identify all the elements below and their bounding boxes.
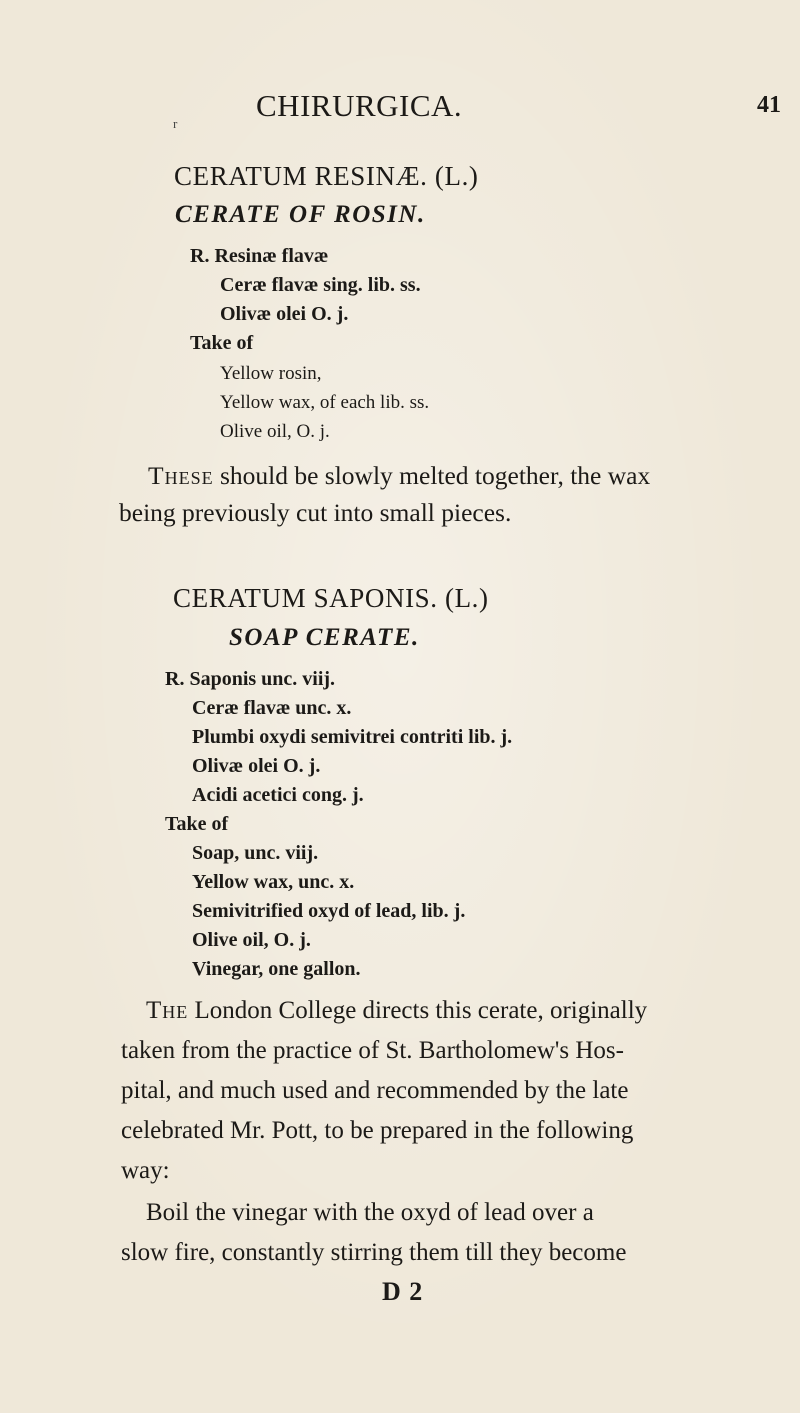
recipe-latin-line: R. Saponis unc. viij.: [165, 668, 336, 690]
recipe-english-line: Yellow wax, of each lib. ss.: [220, 392, 430, 413]
recipe-english-line: Olive oil, O. j.: [192, 929, 311, 951]
paragraph-line: taken from the practice of St. Bartholomew's Hos-: [121, 1037, 624, 1064]
recipe-english-line: Yellow rosin,: [220, 363, 322, 384]
recipe-latin-line: Plumbi oxydi semivitrei contriti lib. j.: [192, 726, 513, 748]
signature-mark: D 2: [382, 1277, 424, 1306]
recipe-latin-line: Olivæ olei O. j.: [192, 755, 321, 777]
running-title: CHIRURGICA.: [256, 88, 463, 123]
recipe-latin-line: Olivæ olei O. j.: [220, 303, 349, 325]
paragraph-line: [148, 460, 650, 492]
recipe-latin-line: Ceræ flavæ sing. lib. ss.: [220, 274, 421, 296]
paragraph-line: Boil the vinegar with the oxyd of lead over a: [146, 1199, 594, 1226]
section-heading-resinae: CERATUM RESINÆ. (L.): [174, 161, 479, 191]
paragraph-line: celebrated Mr. Pott, to be prepared in the following: [121, 1117, 634, 1144]
paragraph-line: being previously cut into small pieces.: [119, 498, 512, 527]
paragraph-line: [146, 995, 647, 1027]
corner-mark: r: [173, 116, 178, 131]
recipe-english-line: Vinegar, one gallon.: [192, 958, 361, 980]
recipe-english-line: Yellow wax, unc. x.: [192, 871, 355, 893]
paragraph-text: should be slowly melted together, the wax: [213, 461, 651, 490]
paragraph-text: London College directs this cerate, originally: [188, 997, 648, 1024]
paragraph-line: slow fire, constantly stirring them till they become: [121, 1239, 627, 1266]
recipe-latin-line: Ceræ flavæ unc. x.: [192, 697, 352, 719]
paragraph-lead-word: These: [148, 461, 214, 490]
recipe-take-of: Take of: [190, 332, 254, 354]
recipe-latin-line: R. Resinæ flavæ: [190, 245, 329, 267]
recipe-take-of: Take of: [165, 813, 229, 835]
recipe-english-line: Semivitrified oxyd of lead, lib. j.: [192, 900, 466, 922]
recipe-english-line: Olive oil, O. j.: [220, 421, 330, 442]
section-subheading-soap: SOAP CERATE.: [229, 624, 420, 651]
paragraph-lead-word: The: [146, 997, 189, 1024]
page-number: 41: [757, 92, 781, 118]
recipe-latin-line: Acidi acetici cong. j.: [192, 784, 364, 806]
paragraph-line: pital, and much used and recommended by the late: [121, 1077, 629, 1104]
paragraph-line: way:: [121, 1157, 170, 1184]
recipe-english-line: Soap, unc. viij.: [192, 842, 319, 864]
section-heading-saponis: CERATUM SAPONIS. (L.): [173, 583, 489, 613]
section-subheading-rosin: CERATE OF ROSIN.: [175, 201, 426, 228]
